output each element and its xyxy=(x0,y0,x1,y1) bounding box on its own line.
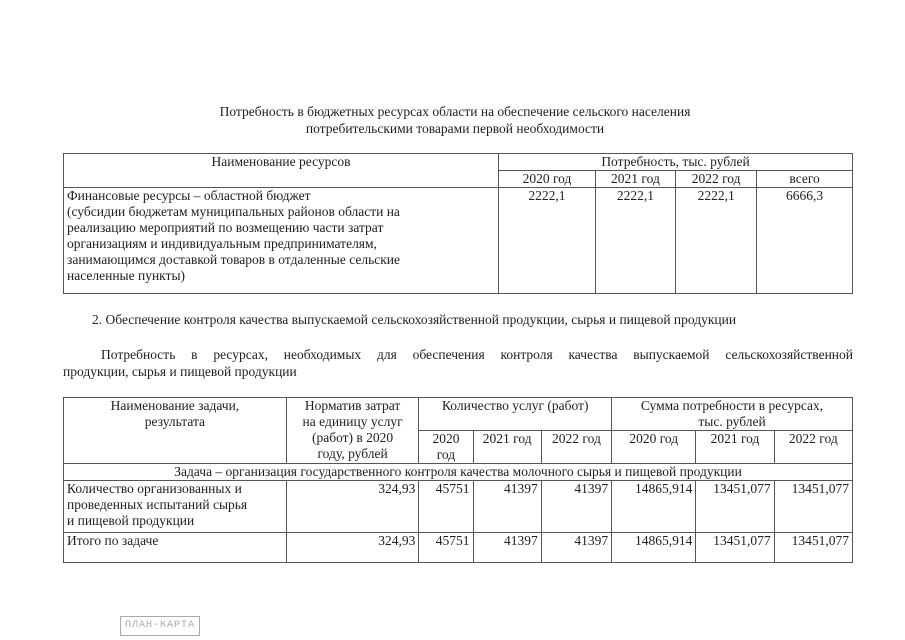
row1-sum-2021: 13451,077 xyxy=(696,481,774,533)
title-line-2: потребительскими товарами первой необходимости xyxy=(305,121,605,136)
resources-table xyxy=(63,153,853,294)
header-norm-line: Норматив затрат xyxy=(304,398,401,413)
header-year-2020: 2020 год xyxy=(499,171,596,188)
header-year-2022: 2022 год xyxy=(676,171,757,188)
row1-label xyxy=(64,481,287,533)
row1-label-line: Количество организованных и xyxy=(67,481,242,496)
row2-sum-2020: 14865,914 xyxy=(612,533,696,563)
row1-qty-2020: 45751 xyxy=(419,481,473,533)
row1-sum-2020: 14865,914 xyxy=(612,481,696,533)
header-norm-line: (работ) в 2020 xyxy=(311,430,394,445)
row2-qty-2021: 41397 xyxy=(473,533,541,563)
row1-label-line: и пищевой продукции xyxy=(67,513,195,528)
section-2-heading: 2. Обеспечение контроля качества выпускаемой сельскохозяйственной продукции, сырья и пищевой продукции xyxy=(92,312,737,327)
row2-norm: 324,93 xyxy=(286,533,419,563)
sum-year-2020: 2020 год xyxy=(612,431,696,464)
document-title xyxy=(60,103,850,137)
sum-year-2021: 2021 год xyxy=(696,431,774,464)
row1-label-line: проведенных испытаний сырья xyxy=(67,497,248,512)
header-year-2021: 2021 год xyxy=(595,171,675,188)
qty-year-2021: 2021 год xyxy=(473,431,541,464)
header-sum-line: Сумма потребности в ресурсах, xyxy=(640,398,824,413)
resource-line: Финансовые ресурсы – областной бюджет xyxy=(67,188,311,203)
row1-sum-2022: 13451,077 xyxy=(774,481,852,533)
header-norm xyxy=(286,398,419,464)
resource-line: организациям и индивидуальным предпринимателям, xyxy=(67,236,377,251)
row2-sum-2022: 13451,077 xyxy=(774,533,852,563)
resource-line: населенные пункты) xyxy=(67,268,186,283)
header-sum xyxy=(612,398,853,431)
header-norm-line: на единицу услуг xyxy=(302,414,403,429)
qty-year-2022: 2022 год xyxy=(541,431,611,464)
faded-stamp: ПЛАН-КАРТА xyxy=(120,616,200,636)
header-need: Потребность, тыс. рублей xyxy=(499,154,853,171)
sum-year-2022: 2022 год xyxy=(774,431,852,464)
row1-norm: 324,93 xyxy=(286,481,419,533)
header-task-line: Наименование задачи, xyxy=(110,398,240,413)
row1-qty-2021: 41397 xyxy=(473,481,541,533)
value-total: 6666,3 xyxy=(757,188,853,294)
paragraph-line-1: Потребность в ресурсах, необходимых для обеспечения контроля качества выпускаемой сельскохозяйственной xyxy=(101,347,853,362)
paragraph-line-2: продукции, сырья и пищевой продукции xyxy=(63,364,297,379)
title-line-1: Потребность в бюджетных ресурсах области на обеспечение сельского населения xyxy=(219,104,691,119)
value-2022: 2222,1 xyxy=(676,188,757,294)
header-task-line: результата xyxy=(144,414,206,429)
needs-paragraph xyxy=(63,346,853,380)
row2-label: Итого по задаче xyxy=(64,533,287,563)
header-resource-name: Наименование ресурсов xyxy=(64,154,499,188)
value-2020: 2222,1 xyxy=(499,188,596,294)
header-task xyxy=(64,398,287,464)
resource-line: (субсидии бюджетам муниципальных районов области на xyxy=(67,204,400,219)
value-2021: 2222,1 xyxy=(595,188,675,294)
header-norm-line: году, рублей xyxy=(317,446,388,461)
header-sum-line: тыс. рублей xyxy=(698,414,766,429)
resource-line: реализацию мероприятий по возмещению части затрат xyxy=(67,220,384,235)
quality-control-table xyxy=(63,397,853,563)
resource-line: занимающимся доставкой товаров в отдаленные сельские xyxy=(67,252,400,267)
row1-qty-2022: 41397 xyxy=(541,481,611,533)
header-quantity: Количество услуг (работ) xyxy=(419,398,612,431)
row2-qty-2020: 45751 xyxy=(419,533,473,563)
header-total: всего xyxy=(757,171,853,188)
resource-description xyxy=(64,188,499,294)
row2-sum-2021: 13451,077 xyxy=(696,533,774,563)
qty-year-2020: 2020 год xyxy=(419,431,473,464)
task-row: Задача – организация государственного контроля качества молочного сырья и пищевой продукции xyxy=(64,464,853,481)
row2-qty-2022: 41397 xyxy=(541,533,611,563)
